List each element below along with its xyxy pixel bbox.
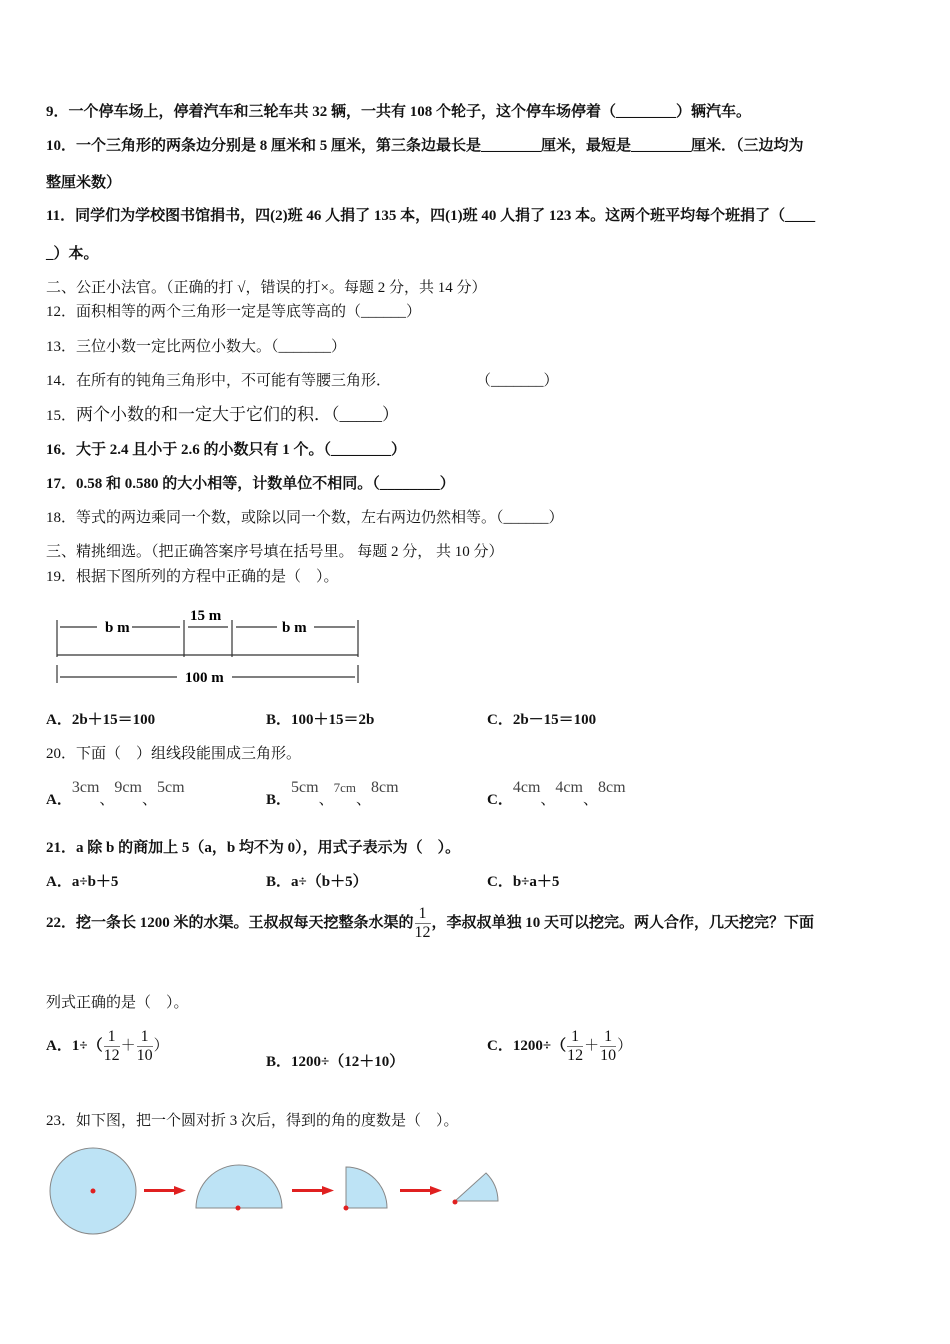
q13: 13．三位小数一定比两位小数大。（_______）: [46, 339, 347, 355]
c-pre: C．1200÷（: [487, 1038, 567, 1054]
q9: 9．一个停车场上，停着汽车和三轮车共 32 辆，一共有 108 个轮子，这个停车场停着（________）辆汽车。: [46, 104, 752, 120]
c-f2d: 10: [600, 1047, 617, 1065]
a-post: ）: [153, 1038, 169, 1054]
a-f2n: 1: [137, 1028, 153, 1047]
q14-blank: （_______）: [476, 373, 559, 389]
q19: 19．根据下图所列的方程中正确的是（ ）。: [46, 569, 339, 585]
q20-option-b[interactable]: [266, 779, 399, 810]
a-plus: ＋: [120, 1038, 136, 1054]
arrow-icon: [400, 1186, 442, 1195]
center-dot: [453, 1200, 458, 1205]
q17: 17．0.58 和 0.580 的大小相等，计数单位不相同。（________）: [46, 476, 455, 492]
segs-1: 9cm: [114, 779, 142, 796]
diagram-label-100m: 100 m: [185, 670, 224, 686]
q22-option-a[interactable]: [46, 1028, 169, 1065]
q11: 11．同学们为学校图书馆捐书，四(2)班 46 人捐了 135 本，四(1)班 40 人捐了 123 本。这两个班平均每个班捐了（____: [46, 208, 816, 224]
a-f1n: 1: [104, 1028, 120, 1047]
q22-option-b[interactable]: B．1200÷（12＋10）: [266, 1054, 405, 1070]
q20-option-a[interactable]: [46, 779, 185, 810]
fraction-1-12: [415, 905, 431, 942]
q21-option-c[interactable]: C．b÷a＋5: [487, 874, 560, 890]
c-f1d: 12: [567, 1047, 584, 1065]
0-label: A．: [46, 792, 72, 808]
segs-0: 3cm: [71, 779, 100, 796]
q19-line-diagram: [52, 605, 364, 690]
q20: 20．下面（ ）组线段能围成三角形。: [46, 746, 302, 762]
c-f1n: 1: [567, 1028, 583, 1047]
diagram-label-b-right: b m: [282, 620, 307, 636]
c-plus: ＋: [584, 1038, 600, 1054]
quarter-circle: [346, 1167, 387, 1208]
q20-option-c[interactable]: [487, 779, 626, 810]
q15: [46, 405, 399, 426]
fraction: [600, 1028, 616, 1065]
questions-sep: 、: [99, 792, 115, 808]
q12: 12．面积相等的两个三角形一定是等底等高的（______）: [46, 304, 422, 320]
segs-1: 4cm: [555, 779, 583, 796]
segs-0: 4cm: [512, 779, 541, 796]
q21: 21．a 除 b 的商加上 5（a，b 均不为 0），用式子表示为（ ）。: [46, 840, 461, 856]
fraction: [567, 1028, 583, 1065]
q19-option-a[interactable]: A．2b＋15＝100: [46, 712, 156, 728]
segs-2: 8cm: [597, 779, 626, 796]
center-dot: [236, 1206, 241, 1211]
a-f1d: 12: [103, 1047, 120, 1065]
circle-folding-figure: [46, 1145, 506, 1240]
semicircle: [196, 1165, 282, 1208]
arrow-icon: [292, 1186, 334, 1195]
2-label: C．: [487, 792, 513, 808]
q18: 18．等式的两边乘同一个数，或除以同一个数，左右两边仍然相等。（______）: [46, 510, 564, 526]
q22frac-d: 12: [414, 924, 431, 942]
c-f2n: 1: [600, 1028, 616, 1047]
1-label: B．: [266, 792, 292, 808]
q10-cont: 整厘米数）: [46, 175, 122, 191]
fraction: [137, 1028, 153, 1065]
a-pre: A．1÷（: [46, 1038, 103, 1054]
a-f2d: 10: [136, 1047, 153, 1065]
questions-q22a: 22．挖一条长 1200 米的水渠。王叔叔每天挖整条水渠的: [46, 915, 414, 931]
questions-sep: 、: [582, 792, 598, 808]
q22: [46, 905, 814, 942]
segs-2: 5cm: [156, 779, 185, 796]
q10: 10．一个三角形的两条边分别是 8 厘米和 5 厘米，第三条边最长是________厘米，最短是________厘米．（三边均为: [46, 138, 804, 154]
center-dot: [91, 1189, 96, 1194]
fraction: [104, 1028, 120, 1065]
questions-sep: 、: [141, 792, 157, 808]
eighth-sector: [455, 1173, 498, 1201]
segs-2: 8cm: [370, 779, 399, 796]
center-dot: [344, 1206, 349, 1211]
q21-option-b[interactable]: B．a÷（b＋5）: [266, 874, 368, 890]
q21-option-a[interactable]: A．a÷b＋5: [46, 874, 119, 890]
questions-sep: 、: [355, 792, 371, 808]
q11-cont: _）本。: [46, 246, 99, 262]
diagram-label-15m: 15 m: [190, 608, 222, 624]
c-post: ）: [617, 1038, 633, 1054]
arrow-icon: [144, 1186, 186, 1195]
q16: 16．大于 2.4 且小于 2.6 的小数只有 1 个。（________）: [46, 442, 407, 458]
questions-q22b: ，李叔叔单独 10 天可以挖完。两人合作，几天挖完？下面: [431, 915, 815, 931]
q15-text: 两个小数的和一定大于它们的积．（_____）: [76, 405, 400, 424]
segs-1: 7cm: [333, 780, 356, 795]
q19-option-c[interactable]: C．2b－15＝100: [487, 712, 597, 728]
q19-option-b[interactable]: B．100＋15＝2b: [266, 712, 375, 728]
q14: [46, 371, 559, 391]
q22-option-c[interactable]: [487, 1028, 632, 1065]
q14-text: 14．在所有的钝角三角形中，不可能有等腰三角形．: [46, 373, 392, 389]
diagram-label-b-left: b m: [105, 620, 130, 636]
q23: 23．如下图，把一个圆对折 3 次后，得到的角的度数是（ ）。: [46, 1113, 459, 1129]
section-2-heading: 二、公正小法官。（正确的打 √，错误的打×。每题 2 分，共 14 分）: [46, 280, 487, 296]
q15-num: 15．: [46, 408, 77, 424]
questions-sep: 、: [540, 792, 556, 808]
segs-0: 5cm: [291, 779, 319, 796]
q22frac-n: 1: [415, 905, 431, 924]
q22-cont: 列式正确的是（ ）。: [46, 995, 189, 1011]
section-3-heading: 三、精挑细选。（把正确答案序号填在括号里。 每题 2 分， 共 10 分）: [46, 544, 504, 560]
questions-sep: 、: [318, 792, 334, 808]
